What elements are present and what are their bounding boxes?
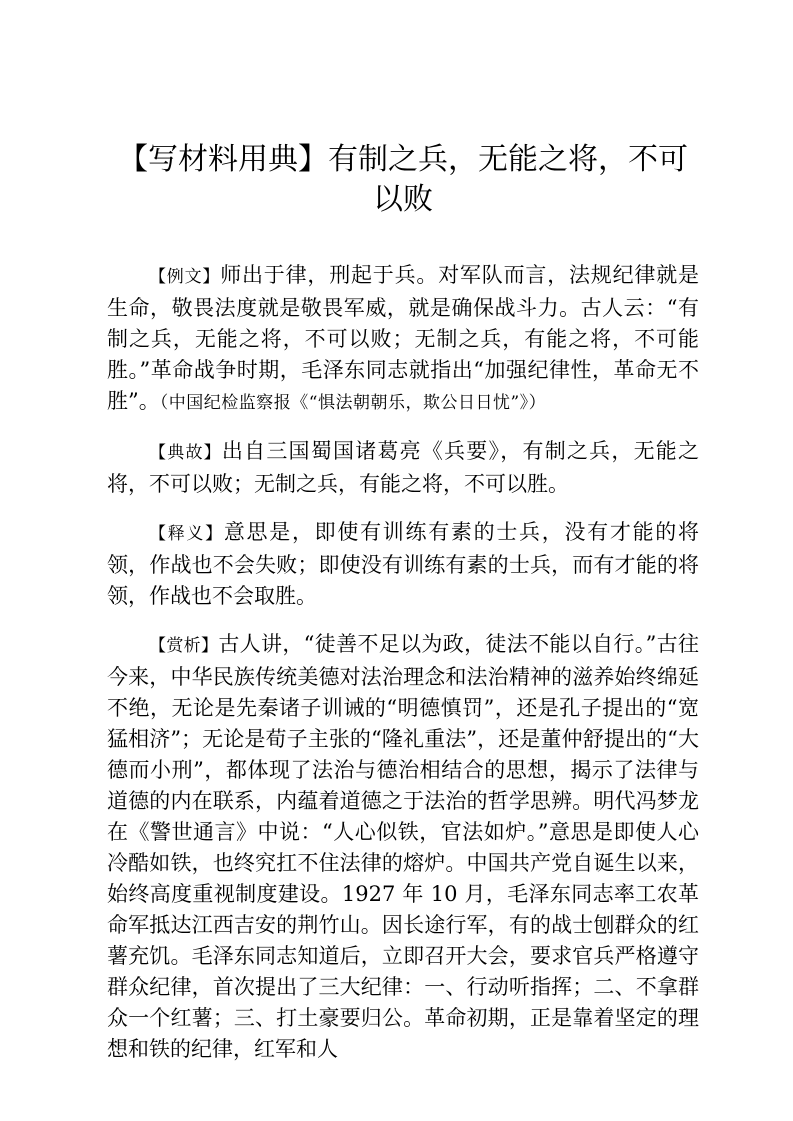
allusion-tag: 【典故】 [149, 443, 222, 463]
paragraph-meaning [107, 517, 699, 612]
example-text: 师出于律，刑起于兵。对军队而言，法规纪律就是生命，敬畏法度就是敬畏军威，就是确保战斗力。古人云：“有制之兵，无能之将，不可以败；无制之兵，有能之将，不可能胜。”革命战争时期，毛泽东同志就指出“加强纪律性，革命无不胜”。 [107, 263, 700, 413]
appreciation-tag: 【赏析】 [149, 636, 219, 656]
example-tag: 【例文】 [149, 267, 221, 287]
example-source: （中国纪检监察报《“惧法朝朝乐，欺公日日忧”》） [159, 393, 547, 413]
appreciation-text: 古人讲，“徒善不足以为政，徒法不能以自行。”古往今来，中华民族传统美德对法治理念和法治精神的滋养始终绵延不绝，无论是先秦诸子训诫的“明德慎罚”，还是孔子提出的“宽猛相济”；无论是荀子主张的“隆礼重法”，还是董仲舒提出的“大德而小刑”，都体现了法治与德治相结合的思想，揭示了法律与道德的内在联系，内蕴着道德之于法治的哲学思辨。明代冯梦龙在《警世通言》中说：“人心似铁，官法如炉。”意思是即使人心冷酷如铁，也终究扛不住法律的熔炉。中国共产党自诞生以来，始终高度重视制度建设。1927 年 10 月，毛泽东同志率工农革命军抵达江西吉安的荆竹山。因长途行军，有的战士刨群众的红薯充饥。毛泽东同志知道后，立即召开大会，要求官兵严格遵守群众纪律，首次提出了三大纪律：一、行动听指挥；二、不拿群众一个红薯；三、打土豪要归公。革命初期，正是靠着坚定的理想和铁的纪律，红军和人 [107, 632, 699, 1061]
allusion-text: 出自三国蜀国诸葛亮《兵要》，有制之兵，无能之将，不可以败；无制之兵，有能之将，不可以胜。 [107, 439, 700, 496]
paragraph-appreciation [107, 629, 699, 1065]
meaning-text: 意思是，即使有训练有素的士兵，没有才能的将领，作战也不会失败；即使没有训练有素的士兵，而有才能的将领，作战也不会取胜。 [107, 520, 700, 608]
paragraph-example [107, 260, 699, 419]
document-page [107, 0, 699, 1065]
meaning-tag: 【释义】 [149, 524, 224, 544]
paragraph-allusion [107, 436, 699, 500]
document-title: 【写材料用典】有制之兵，无能之将，不可以败 [118, 142, 688, 217]
